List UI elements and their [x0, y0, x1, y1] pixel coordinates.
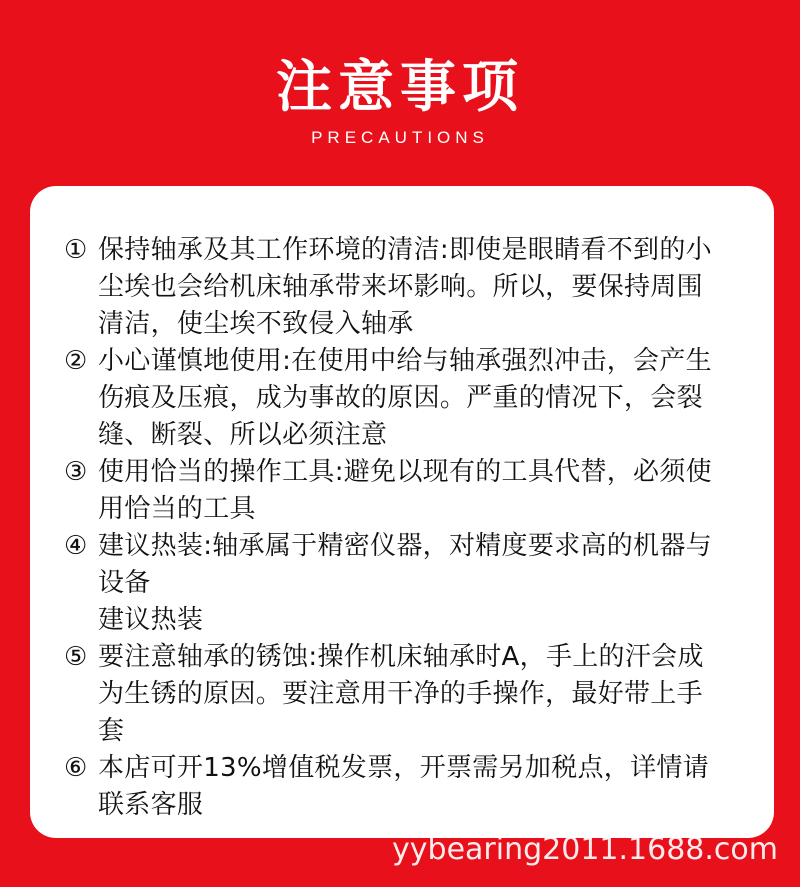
item-number: ①: [64, 235, 88, 265]
item-text-line: 要注意轴承的锈蚀:操作机床轴承时A，手上的汗会成: [98, 642, 704, 672]
item-text-line: 建议热装: [98, 605, 204, 635]
item-text-line: 尘埃也会给机床轴承带来坏影响。所以，要保持周围: [98, 272, 703, 302]
item-text: [98, 750, 754, 824]
item-text: [98, 454, 754, 528]
list-item: [64, 232, 754, 343]
item-number: ⑤: [64, 642, 88, 672]
item-number: ③: [64, 457, 88, 487]
item-text-line: 伤痕及压痕，成为事故的原因。严重的情况下，会裂: [98, 383, 703, 413]
item-text-line: 用恰当的工具: [98, 494, 256, 524]
watermark-text: yybearing2011.1688.com: [392, 832, 778, 867]
item-text-line: 使用恰当的操作工具:避免以现有的工具代替，必须使: [98, 457, 712, 487]
item-number: ②: [64, 346, 88, 376]
item-text: [98, 343, 754, 454]
item-text-line: 为生锈的原因。要注意用干净的手操作，最好带上手: [98, 679, 703, 709]
item-text-line: 本店可开13%增值税发票，开票需另加税点，详情请: [98, 753, 709, 783]
page-title: 注意事项: [276, 55, 524, 120]
item-text-line: 小心谨慎地使用:在使用中给与轴承强烈冲击，会产生: [98, 346, 712, 376]
list-item: [64, 343, 754, 454]
item-text: [98, 639, 754, 750]
item-text-line: 建议热装:轴承属于精密仪器，对精度要求高的机器与: [98, 531, 712, 561]
page-subtitle: PRECAUTIONS: [311, 128, 489, 147]
item-text-line: 设备: [98, 568, 151, 598]
list-item: [64, 750, 754, 824]
item-text-line: 清洁，使尘埃不致侵入轴承: [98, 309, 414, 339]
list-item: [64, 454, 754, 528]
precautions-card: [30, 186, 774, 838]
list-item: [64, 528, 754, 639]
item-text-line: 保持轴承及其工作环境的清洁:即使是眼睛看不到的小: [98, 235, 712, 265]
item-text: [98, 232, 754, 343]
item-text-line: 套: [98, 716, 125, 746]
item-text-line: 缝、断裂、所以必须注意: [98, 420, 388, 450]
item-text-line: 联系客服: [98, 790, 204, 820]
item-number: ④: [64, 531, 88, 561]
item-number: ⑥: [64, 753, 88, 783]
precautions-list: [64, 232, 754, 824]
item-text: [98, 528, 754, 639]
list-item: [64, 639, 754, 750]
